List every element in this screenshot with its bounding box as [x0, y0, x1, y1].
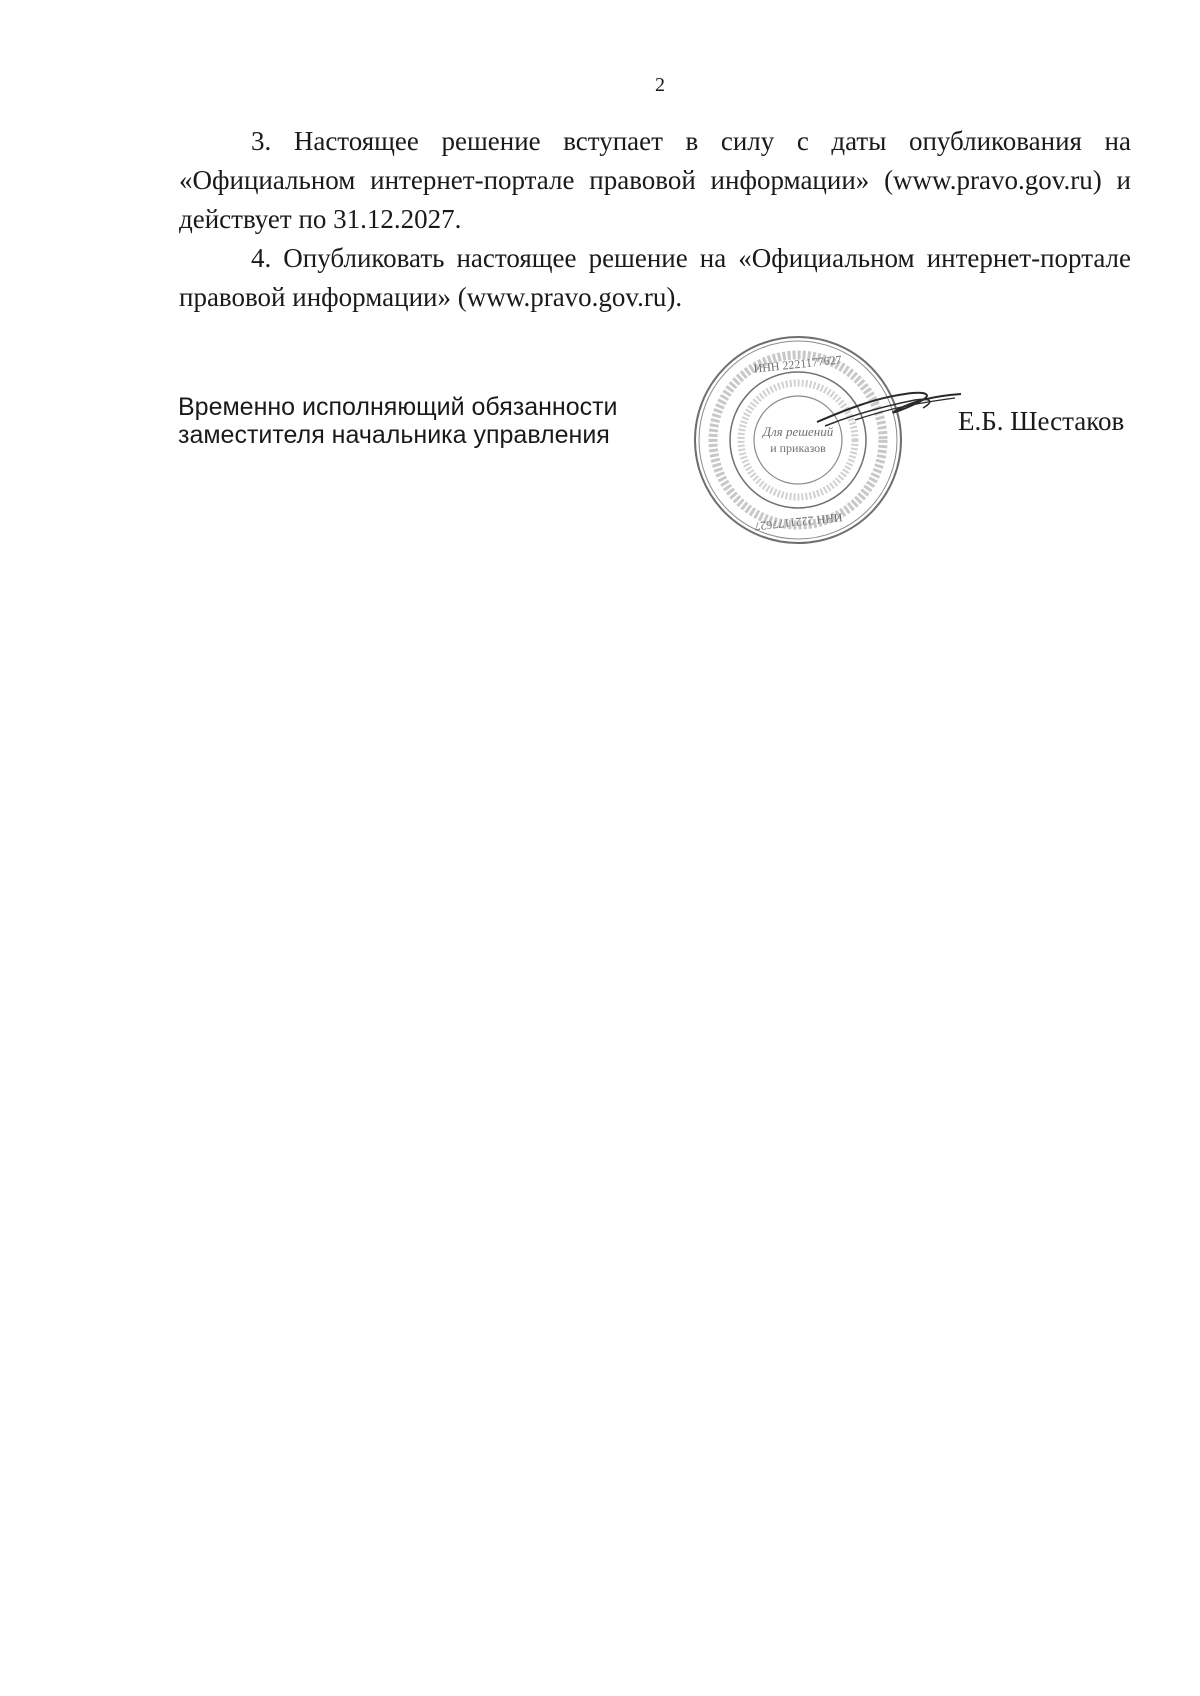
- page-number: 2: [655, 74, 665, 96]
- stamp-inner-line-1: Для решений: [762, 424, 834, 439]
- official-stamp: [688, 330, 908, 550]
- document-body: [179, 122, 1131, 317]
- stamp-inner-line-2: и приказов: [770, 441, 826, 455]
- handwritten-signature: [815, 380, 965, 440]
- signatory-position: [178, 393, 618, 449]
- paragraph-4: 4. Опубликовать настоящее решение на «Официальном интернет-портале правовой информации» (www.pravo.gov.ru).: [179, 243, 1131, 312]
- stamp-inn-top: ИНН 2221177627: [752, 352, 843, 376]
- position-line-1: Временно исполняющий обязанности: [178, 393, 618, 421]
- signer-name: Е.Б. Шестаков: [958, 406, 1125, 436]
- stamp-inn-bottom: ИНН 2221177627: [753, 510, 844, 534]
- paragraph-3: 3. Настоящее решение вступает в силу с даты опубликования на «Официальном интернет-портале правовой информации» (www.pravo.gov.ru) и действует по 31.12.2027.: [179, 126, 1131, 234]
- position-line-2: заместителя начальника управления: [178, 421, 610, 449]
